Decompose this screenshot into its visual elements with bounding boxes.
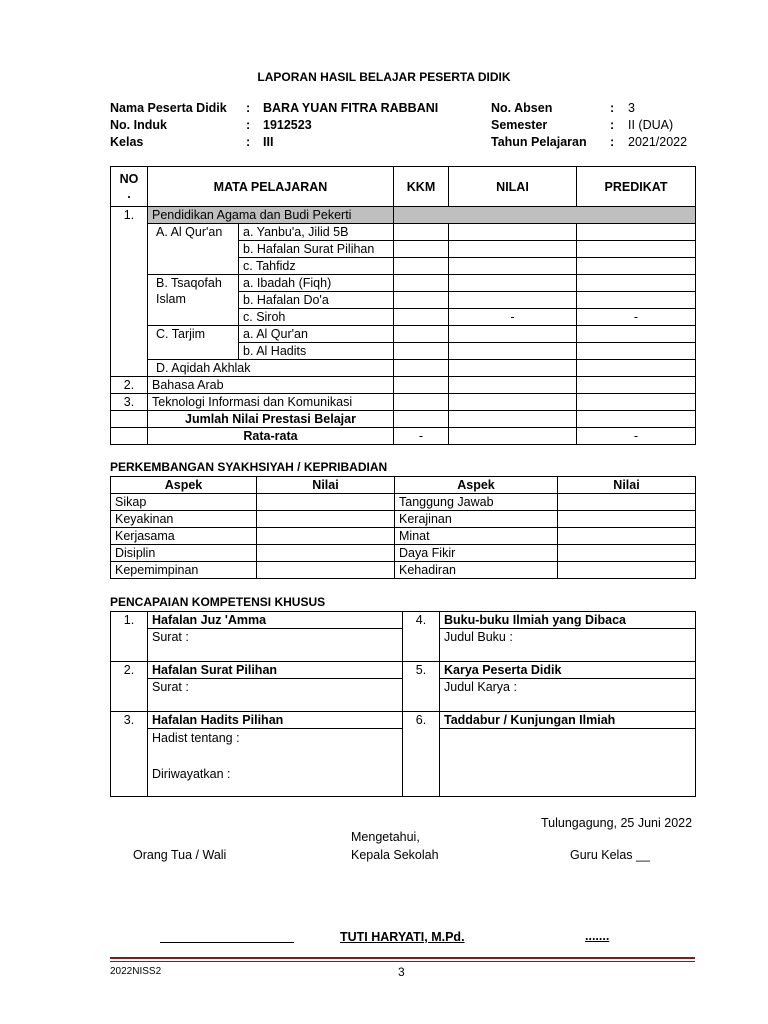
footer-rule [110,957,695,959]
comp-field: Judul Buku : [440,629,696,662]
parent-signature-line [160,942,294,943]
colon: : [246,134,251,149]
comp-title: Buku-buku Ilmiah yang Dibaca [440,612,696,629]
aspek-item: Kerjasama [111,528,257,545]
absen-label: No. Absen [491,100,553,115]
semester-label: Semester [491,117,548,132]
comp-field: Surat : [148,679,403,712]
rata-label: Rata-rata [148,428,394,445]
subject-item: c. Tahfidz [239,258,394,275]
subject-item: a. Yanbu'a, Jilid 5B [239,224,394,241]
student-info [110,99,687,150]
header-nilai: Nilai [558,477,696,494]
subject-item: b. Hafalan Surat Pilihan [239,241,394,258]
siroh-predikat: - [577,309,696,326]
kelas-value: III [263,134,274,149]
aspek-item: Sikap [111,494,257,511]
header-nilai: Nilai [257,477,395,494]
head-label: Kepala Sekolah [351,848,439,862]
row-no: 2. [111,377,148,394]
comp-no: 3. [111,712,148,797]
aspek-item: Tanggung Jawab [395,494,558,511]
parent-label: Orang Tua / Wali [133,848,227,862]
mengetahui: Mengetahui, [351,830,420,844]
name-value: BARA YUAN FITRA RABBANI [263,100,439,115]
comp-field: Hadist tentang : Diriwayatkan : [148,729,403,797]
group-a: A. Al Qur'an [148,224,239,275]
subject-item: b. Al Hadits [239,343,394,360]
colon: : [246,117,251,132]
header-nilai: NILAI [449,167,577,207]
colon: : [610,117,615,132]
group-c: C. Tarjim [148,326,239,360]
rata-predikat: - [577,428,696,445]
subject-item: a. Ibadah (Fiqh) [239,275,394,292]
semester-value: II (DUA) [628,117,674,132]
comp-field: Judul Karya : [440,679,696,712]
tahun-label: Tahun Pelajaran [491,134,587,149]
subject-arab: Bahasa Arab [148,377,394,394]
comp-title: Taddabur / Kunjungan Ilmiah [440,712,696,729]
subject-pai: Pendidikan Agama dan Budi Pekerti [148,207,394,224]
colon: : [610,134,615,149]
induk-label: No. Induk [110,117,167,132]
kelas-label: Kelas [110,134,144,149]
footer-rule [110,961,695,962]
absen-value: 3 [628,100,635,115]
gray-fill [394,207,696,224]
group-d: D. Aqidah Akhlak [148,360,394,377]
header-aspek: Aspek [395,477,558,494]
competency-title: PENCAPAIAN KOMPETENSI KHUSUS [110,595,326,609]
comp-title: Hafalan Juz 'Amma [148,612,403,629]
subject-item: c. Siroh [239,309,394,326]
page-title: LAPORAN HASIL BELAJAR PESERTA DIDIK [257,70,511,84]
header-kkm: KKM [394,167,449,207]
footer-code: 2022NISS2 [110,966,162,977]
aspek-item: Kepemimpinan [111,562,257,579]
head-name: TUTI HARYATI, M.Pd. [340,930,465,944]
subject-item: a. Al Qur'an [239,326,394,343]
rata-kkm: - [394,428,449,445]
personality-table [110,476,696,579]
aspek-item: Minat [395,528,558,545]
aspek-item: Disiplin [111,545,257,562]
aspek-item: Kehadiran [395,562,558,579]
header-aspek: Aspek [111,477,257,494]
row-no: 3. [111,394,148,411]
comp-title: Karya Peserta Didik [440,662,696,679]
grades-table [110,166,696,445]
teacher-label: Guru Kelas __ [570,848,650,862]
header-predikat: PREDIKAT [577,167,696,207]
aspek-item: Keyakinan [111,511,257,528]
comp-no: 1. [111,612,148,662]
induk-value: 1912523 [263,117,312,132]
comp-no: 6. [403,712,440,797]
name-label: Nama Peserta Didik [110,100,227,115]
comp-title: Hafalan Surat Pilihan [148,662,403,679]
personality-title: PERKEMBANGAN SYAKHSIYAH / KEPRIBADIAN [110,460,388,474]
page-number: 3 [398,965,405,979]
colon: : [246,100,251,115]
header-mapel: MATA PELAJARAN [148,167,394,207]
subject-tik: Teknologi Informasi dan Komunikasi [148,394,394,411]
header-no: NO . [111,167,148,207]
aspek-item: Kerajinan [395,511,558,528]
tahun-value: 2021/2022 [628,134,688,149]
comp-field: Surat : [148,629,403,662]
jumlah-label: Jumlah Nilai Prestasi Belajar [148,411,394,428]
aspek-item: Daya Fikir [395,545,558,562]
group-b: B. Tsaqofah Islam [148,275,239,326]
colon: : [610,100,615,115]
place-date: Tulungagung, 25 Juni 2022 [541,816,693,830]
comp-no: 2. [111,662,148,712]
comp-title: Hafalan Hadits Pilihan [148,712,403,729]
siroh-nilai: - [449,309,577,326]
teacher-name: ....... [585,929,610,943]
row-no: 1. [111,207,148,377]
comp-no: 5. [403,662,440,712]
competency-table [110,611,696,797]
comp-no: 4. [403,612,440,662]
subject-item: b. Hafalan Do'a [239,292,394,309]
